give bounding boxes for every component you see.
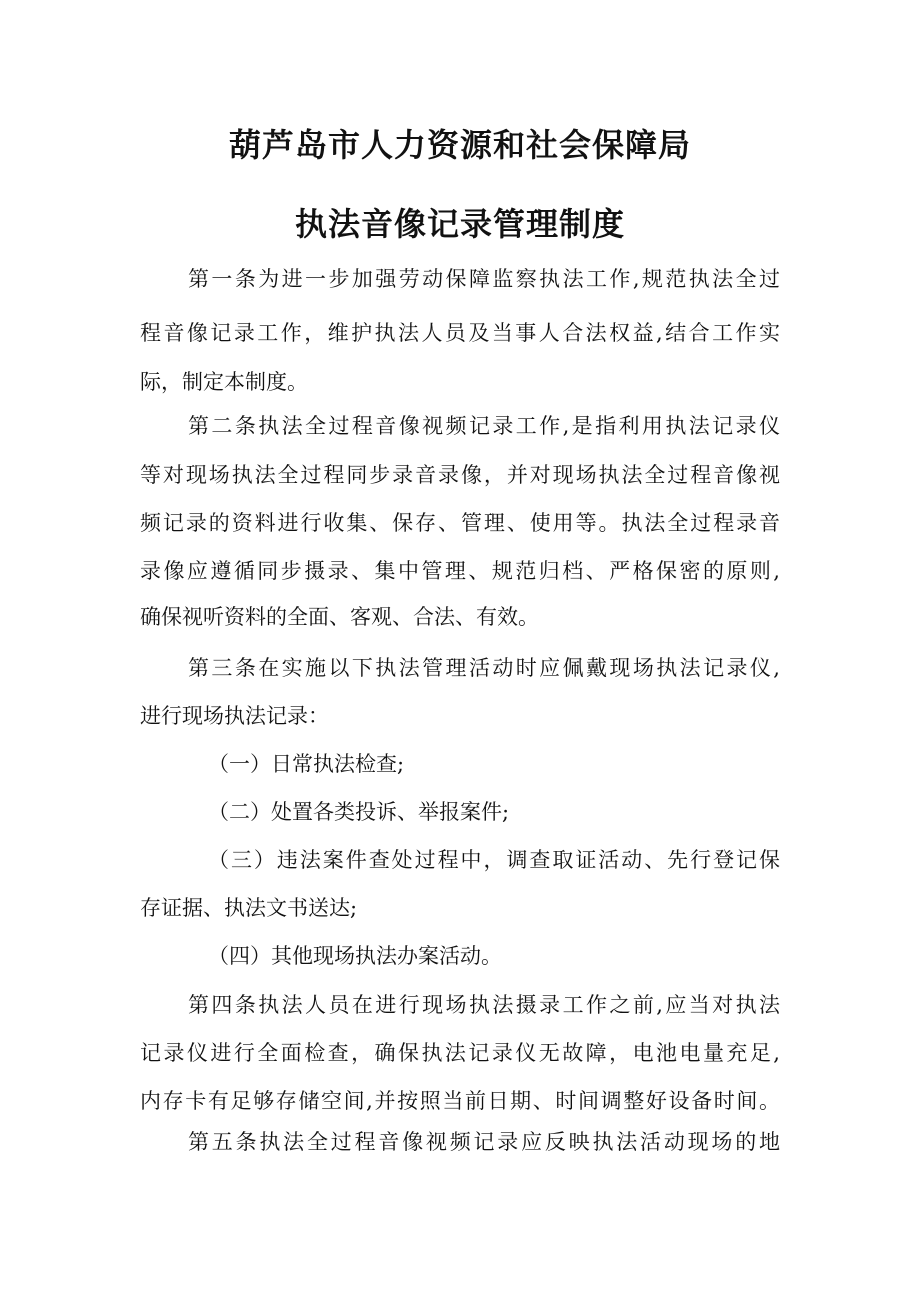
article-2-line-1: 第二条执法全过程音像视频记录工作,是指利用执法记录仪 <box>188 414 780 438</box>
article-2-line-5: 确保视听资料的全面、客观、合法、有效。 <box>140 605 539 629</box>
article-2-line-4: 录像应遵循同步摄录、集中管理、规范归档、严格保密的原则, <box>140 559 780 583</box>
article-4-line-2: 记录仪进行全面检查，确保执法记录仪无故障，电池电量充足, <box>140 1041 780 1065</box>
document-title-line-1: 葫芦岛市人力资源和社会保障局 <box>228 126 691 164</box>
article-3-line-2: 进行现场执法记录： <box>140 704 329 728</box>
list-item-3-line-1: （三）违法案件查处过程中，调查取证活动、先行登记保 <box>208 848 780 872</box>
list-item-4: （四）其他现场执法办案活动。 <box>208 944 502 968</box>
article-5-line-1: 第五条执法全过程音像视频记录应反映执法活动现场的地 <box>188 1130 780 1154</box>
article-1-line-2: 程音像记录工作，维护执法人员及当事人合法权益,结合工作实 <box>140 321 780 345</box>
document-title-line-2: 执法音像记录管理制度 <box>294 205 625 243</box>
list-item-1: （一）日常执法检查; <box>208 752 405 776</box>
article-4-line-3: 内存卡有足够存储空间,并按照当前日期、时间调整好设备时间。 <box>140 1089 780 1113</box>
list-item-3-line-2: 存证据、执法文书送达; <box>140 896 358 920</box>
list-item-2: （二）处置各类投诉、举报案件; <box>208 800 510 824</box>
article-4-line-1: 第四条执法人员在进行现场执法摄录工作之前,应当对执法 <box>188 993 780 1017</box>
article-2-line-3: 频记录的资料进行收集、保存、管理、使用等。执法全过程录音 <box>140 511 780 535</box>
article-1-line-1: 第一条为进一步加强劳动保障监察执法工作,规范执法全过 <box>188 267 780 291</box>
article-2-line-2: 等对现场执法全过程同步录音录像，并对现场执法全过程音像视 <box>140 463 780 487</box>
article-1-line-3: 际，制定本制度。 <box>140 370 308 394</box>
article-3-line-1: 第三条在实施以下执法管理活动时应佩戴现场执法记录仪, <box>188 656 780 680</box>
